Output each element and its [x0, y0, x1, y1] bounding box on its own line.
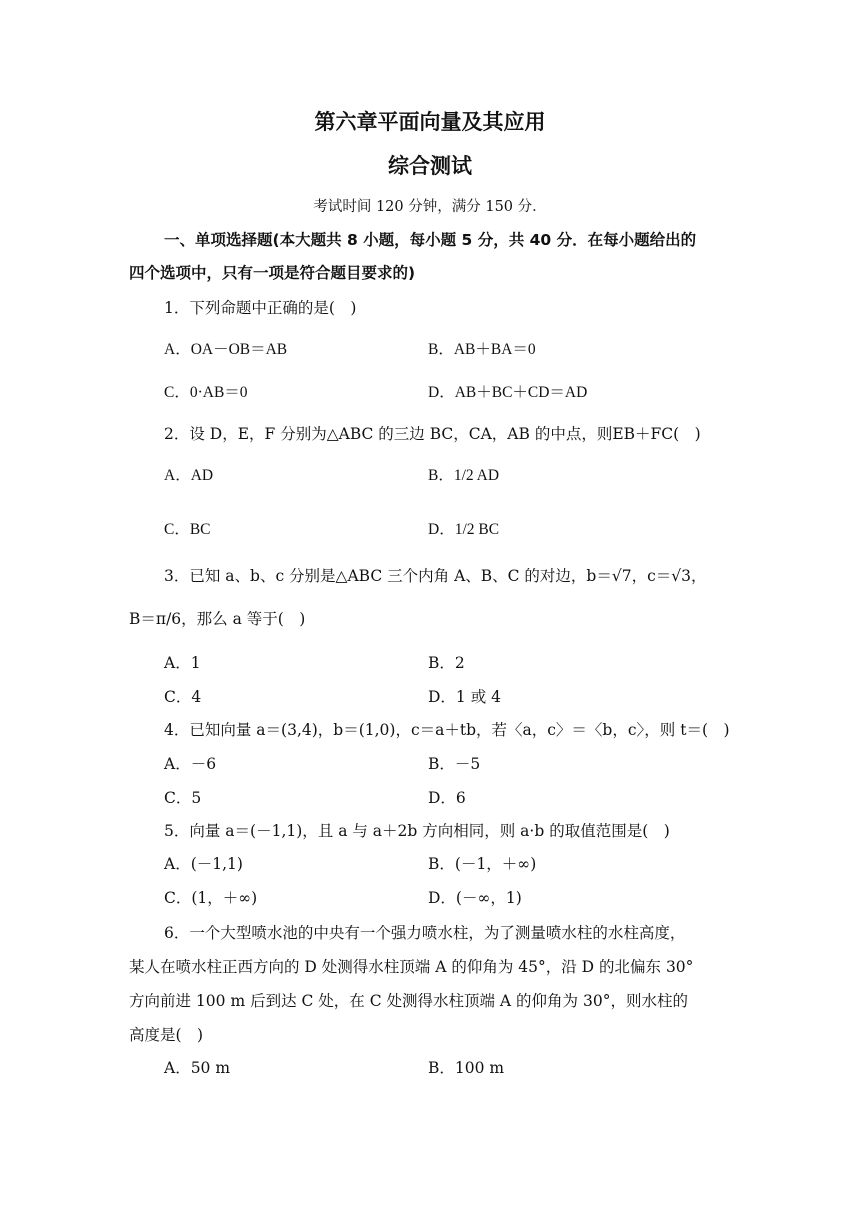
q4-option-c: C．5	[164, 789, 202, 807]
q1-option-c: C．0·AB＝0	[164, 384, 248, 401]
q3-stem-line2: B＝π/6，那么 a 等于( )	[129, 610, 306, 628]
q1-option-b: B．AB＋BA＝0	[428, 341, 536, 358]
q4-option-d: D．6	[428, 789, 466, 807]
q6-stem-line1: 6．一个大型喷水池的中央有一个强力喷水柱，为了测量喷水柱的水柱高度，	[164, 924, 686, 942]
q6-stem-line4: 高度是( )	[129, 1026, 204, 1044]
q5-option-c: C．(1，＋∞)	[164, 889, 258, 907]
q2-option-b: B．1/2 AD	[428, 467, 500, 484]
q2-option-a: A．AD	[164, 467, 214, 484]
q6-option-a: A．50 m	[164, 1059, 231, 1077]
q5-stem: 5．向量 a＝(－1,1)，且 a 与 a＋2b 方向相同，则 a·b 的取值范围是( )	[164, 822, 670, 840]
q5-option-d: D．(－∞，1)	[428, 889, 522, 907]
q4-stem: 4．已知向量 a＝(3,4)，b＝(1,0)，c＝a＋tb，若〈a，c〉＝〈b，c〉，则 t＝( )	[164, 721, 730, 739]
q6-stem-line2: 某人在喷水柱正西方向的 D 处测得水柱顶端 A 的仰角为 45°，沿 D 的北偏东 30°	[129, 958, 694, 976]
q1-stem: 1．下列命题中正确的是( )	[164, 299, 357, 317]
q3-option-d: D．1 或 4	[428, 688, 502, 706]
q3-option-a: A．1	[164, 654, 201, 672]
section-heading-line2: 四个选项中，只有一项是符合题目要求的)	[129, 264, 416, 282]
q3-stem-line1: 3．已知 a、b、c 分别是△ABC 三个内角 A、B、C 的对边，b＝√7，c＝√3，	[164, 567, 707, 585]
q4-option-b: B．－5	[428, 755, 481, 773]
test-title: 综合测试	[388, 154, 472, 178]
q2-stem: 2．设 D，E，F 分别为△ABC 的三边 BC，CA，AB 的中点，则EB＋FC( )	[164, 425, 701, 443]
q3-option-b: B．2	[428, 654, 465, 672]
q3-option-c: C．4	[164, 688, 202, 706]
q5-option-a: A．(－1,1)	[164, 855, 243, 873]
q1-option-d: D．AB＋BC＋CD＝AD	[428, 384, 588, 401]
q6-stem-line3: 方向前进 100 m 后到达 C 处，在 C 处测得水柱顶端 A 的仰角为 30°，则水柱的	[129, 992, 688, 1010]
q6-option-b: B．100 m	[428, 1059, 505, 1077]
q4-option-a: A．－6	[164, 755, 217, 773]
exam-info: 考试时间 120 分钟，满分 150 分．	[313, 199, 547, 215]
q5-option-b: B．(－1，＋∞)	[428, 855, 537, 873]
q2-option-d: D．1/2 BC	[428, 521, 500, 538]
q1-option-a: A．OA－OB＝AB	[164, 341, 288, 358]
section-heading-line1: 一、单项选择题(本大题共 8 小题，每小题 5 分，共 40 分．在每小题给出的	[164, 231, 697, 249]
q2-option-c: C．BC	[164, 521, 211, 538]
chapter-title: 第六章平面向量及其应用	[314, 110, 546, 134]
